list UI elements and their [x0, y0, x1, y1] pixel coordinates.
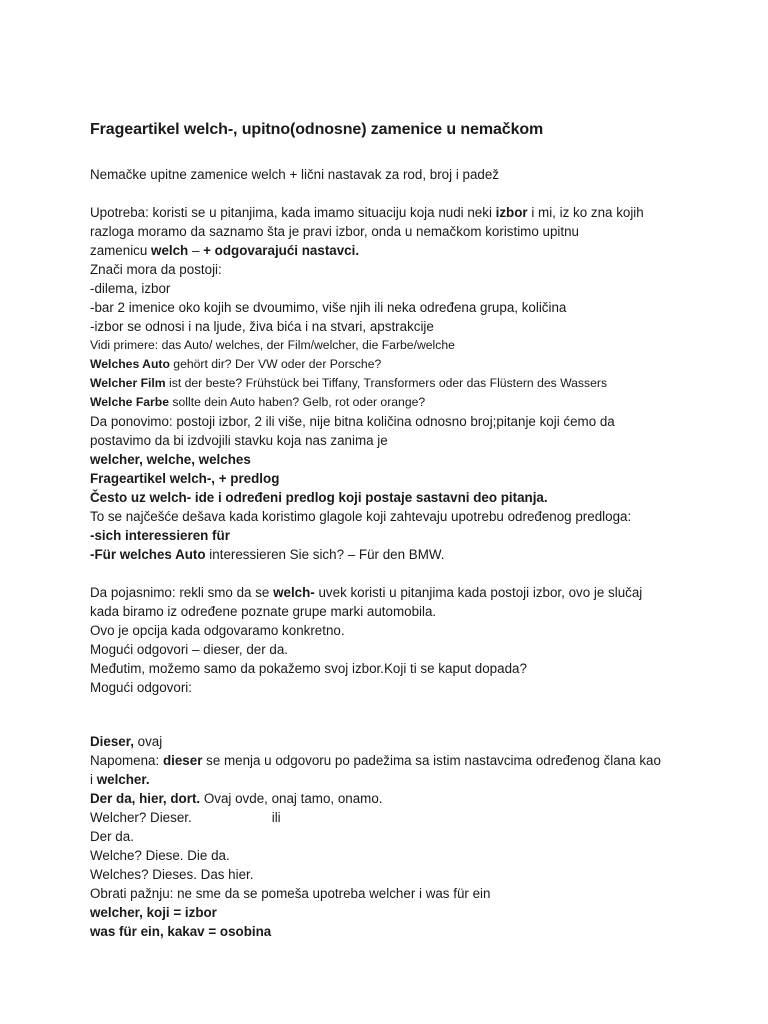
paragraph-line: Upotreba: koristi se u pitanjima, kada imamo situaciju koja nudi neki izbor i mi, iz ko zna kojih: [90, 205, 644, 220]
paragraph-line: welcher, koji = izbor: [90, 905, 217, 920]
example-line: Vidi primere: das Auto/ welches, der Film/welcher, die Farbe/welche: [90, 338, 455, 352]
paragraph-line: Mogući odgovori:: [90, 680, 192, 695]
list-item: -bar 2 imenice oko kojih se dvoumimo, više njih ili neka određena grupa, količina: [90, 300, 567, 315]
paragraph-line: razloga moramo da saznamo šta je pravi izbor, onda u nemačkom koristimo upitnu: [90, 224, 579, 239]
paragraph-line: welcher, welche, welches: [90, 452, 251, 467]
paragraph-line: Der da, hier, dort. Ovaj ovde, onaj tamo, onamo.: [90, 791, 383, 806]
document-body: [90, 165, 700, 941]
paragraph-line: Međutim, možemo samo da pokažemo svoj izbor.Koji ti se kaput dopada?: [90, 661, 527, 676]
paragraph-line: Mogući odgovori – dieser, der da.: [90, 642, 289, 657]
paragraph-line: Obrati pažnju: ne sme da se pomeša upotreba welcher i was für ein: [90, 886, 491, 901]
paragraph-line: Dieser, ovaj: [90, 734, 163, 749]
example-line: Der da.: [90, 829, 134, 844]
paragraph-line: Da ponovimo: postoji izbor, 2 ili više, nije bitna količina odnosno broj;pitanje koji ćemo da: [90, 414, 615, 429]
list-item: -dilema, izbor: [90, 281, 171, 296]
paragraph-line: i welcher.: [90, 772, 150, 787]
paragraph-line: Ovo je opcija kada odgovaramo konkretno.: [90, 623, 345, 638]
paragraph-line: Često uz welch- ide i određeni predlog koji postaje sastavni deo pitanja.: [90, 490, 548, 505]
list-item: -izbor se odnosi i na ljude, živa bića i na stvari, apstrakcije: [90, 319, 434, 334]
paragraph-line: Znači mora da postoji:: [90, 262, 222, 277]
page-title: Frageartikel welch-, upitno(odnosne) zamenice u nemačkom: [90, 121, 544, 138]
paragraph-line: Da pojasnimo: rekli smo da se welch- uvek koristi u pitanjima kada postoji izbor, ovo je slučaj: [90, 585, 643, 600]
paragraph-line: To se najčešće dešava kada koristimo glagole koji zahtevaju upotrebu određenog predloga:: [90, 509, 632, 524]
paragraph-line: kada biramo iz određene poznate grupe marki automobila.: [90, 604, 437, 619]
example-line: Welcher Film ist der beste? Frühstück bei Tiffany, Transformers oder das Flüstern des Wassers: [90, 376, 608, 390]
paragraph-line: Napomena: dieser se menja u odgovoru po padežima sa istim nastavcima određenog člana kao: [90, 753, 661, 768]
section-heading: Frageartikel welch-, + predlog: [90, 471, 280, 486]
example-line: Welches Auto gehört dir? Der VW oder der Porsche?: [90, 357, 382, 371]
paragraph-line: was für ein, kakav = osobina: [90, 924, 272, 939]
example-line: Welche Farbe sollte dein Auto haben? Gelb, rot oder orange?: [90, 395, 426, 409]
example-line: Welcher? Dieser. ili: [90, 810, 281, 825]
list-item: -sich interessieren für: [90, 528, 230, 543]
paragraph-line: postavimo da bi izdvojili stavku koja nas zanima je: [90, 433, 388, 448]
example-line: Welche? Diese. Die da.: [90, 848, 230, 863]
example-line: -Für welches Auto interessieren Sie sich? – Für den BMW.: [90, 547, 445, 562]
paragraph-line: Nemačke upitne zamenice welch + lični nastavak za rod, broj i padež: [90, 167, 499, 182]
paragraph-line: zamenicu welch – + odgovarajući nastavci.: [90, 243, 360, 258]
example-line: Welches? Dieses. Das hier.: [90, 867, 254, 882]
